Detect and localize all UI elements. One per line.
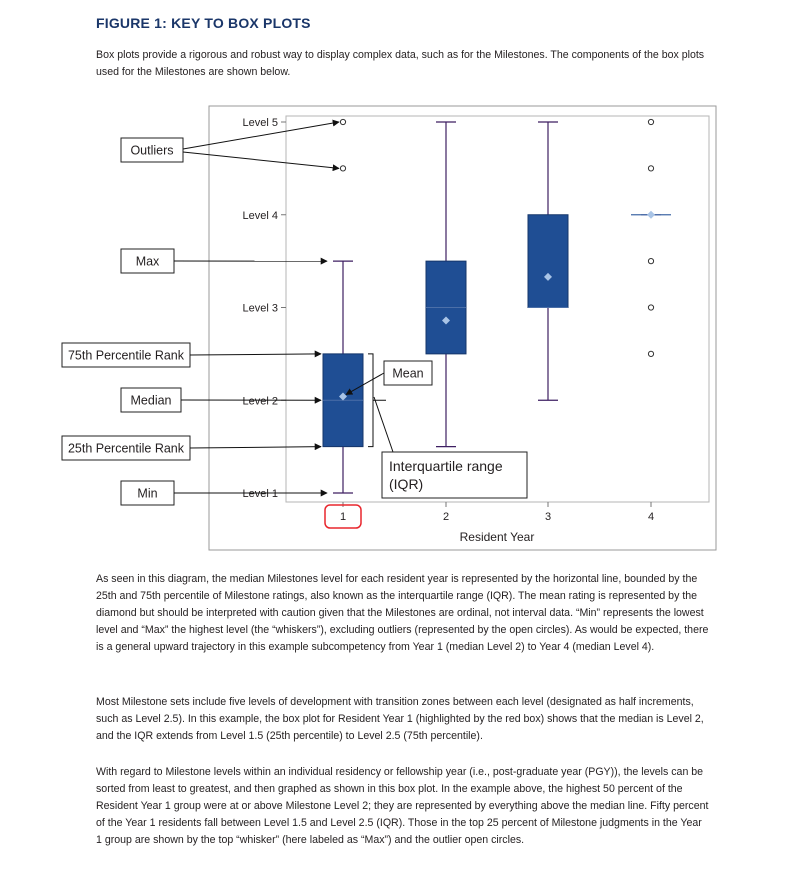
outlier-point bbox=[340, 119, 345, 124]
outlier-point bbox=[648, 305, 653, 310]
outlier-point bbox=[648, 119, 653, 124]
outlier-point bbox=[648, 166, 653, 171]
mean-label bbox=[384, 361, 432, 385]
q1-label bbox=[62, 436, 190, 460]
iqr-label bbox=[382, 452, 527, 498]
y-tick-label: Level 4 bbox=[242, 209, 278, 222]
x-tick-label: 1 bbox=[339, 511, 347, 523]
y-tick-label: Level 3 bbox=[242, 302, 278, 315]
max-label bbox=[121, 249, 174, 273]
body-paragraph: As seen in this diagram, the median Milestones level for each resident year is represented by the horizontal line, bounded by the 25th and 75th percentile of Milestone ratings, also known as the interquartile range (IQR). The mean rating is represented by the diamond but should be interpreted with caution given that the Milestones are ordinal, not interval data. “Min” represents the lowest level and “Max” the highest level (the “whiskers”), excluding outliers (represented by the open circles). As would be expected, there is a general upward trajectory in this example subcompetency from Year 1 (median Level 2) to Year 4 (median Level 4). bbox=[96, 573, 709, 653]
x-axis-title: Resident Year bbox=[459, 530, 535, 544]
q1-label-text: 25th Percentile Rank bbox=[67, 441, 185, 456]
q3-label-text: 75th Percentile Rank bbox=[67, 348, 185, 363]
median-label bbox=[121, 388, 181, 412]
y-tick-label: Level 1 bbox=[242, 488, 278, 500]
max-label-text: Max bbox=[135, 254, 160, 269]
outliers-label-text: Outliers bbox=[130, 143, 174, 158]
x-tick-label: 4 bbox=[647, 511, 655, 523]
intro-paragraph: Box plots provide a rigorous and robust way to display complex data, such as for the Milestones. The components of the box plots used for the Milestones are shown below. bbox=[96, 49, 705, 78]
iqr-label-text: Interquartile range bbox=[389, 458, 503, 474]
y-tick-label: Level 5 bbox=[242, 117, 278, 129]
outliers-label bbox=[121, 138, 183, 162]
outlier-point bbox=[340, 166, 345, 171]
median-label-text: Median bbox=[130, 393, 172, 408]
outlier-point bbox=[648, 259, 653, 264]
iqr-box bbox=[528, 215, 568, 308]
iqr-label-text: (IQR) bbox=[389, 476, 424, 492]
y-tick-label: Level 2 bbox=[242, 395, 278, 408]
min-label-text: Min bbox=[137, 486, 158, 501]
x-tick-label: 2 bbox=[442, 511, 450, 523]
outlier-point bbox=[648, 351, 653, 356]
body-paragraph: Most Milestone sets include five levels of development with transition zones between each level (designated as half increments, such as Level 2.5). In this example, the box plot for Resident Year 1 (highlighted by the red box) shows that the median is Level 2, and the IQR extends from Level 1.5 (25th percentile) to Level 2.5 (75th percentile). bbox=[96, 696, 704, 742]
mean-label-text: Mean bbox=[392, 366, 424, 381]
figure-title: FIGURE 1: KEY TO BOX PLOTS bbox=[96, 15, 311, 31]
min-label bbox=[121, 481, 174, 505]
body-paragraph: With regard to Milestone levels within an individual residency or fellowship year (i.e., post-graduate year (PGY)), the levels can be sorted from least to greatest, and then graphed as shown in this box plot. In the example above, the highest 50 percent of the Resident Year 1 group were at or above Milestone Level 2; they are represented by everything above the median line. Fifty percent of the Year 1 residents fall between Level 1.5 and Level 2.5 (IQR). Those in the top 25 percent of Milestone judgments in the Year 1 group are shown by the top “whisker” (here labeled as “Max”) and the outlier open circles. bbox=[96, 766, 709, 846]
q3-label bbox=[62, 343, 190, 367]
x-tick-label: 3 bbox=[544, 511, 552, 523]
